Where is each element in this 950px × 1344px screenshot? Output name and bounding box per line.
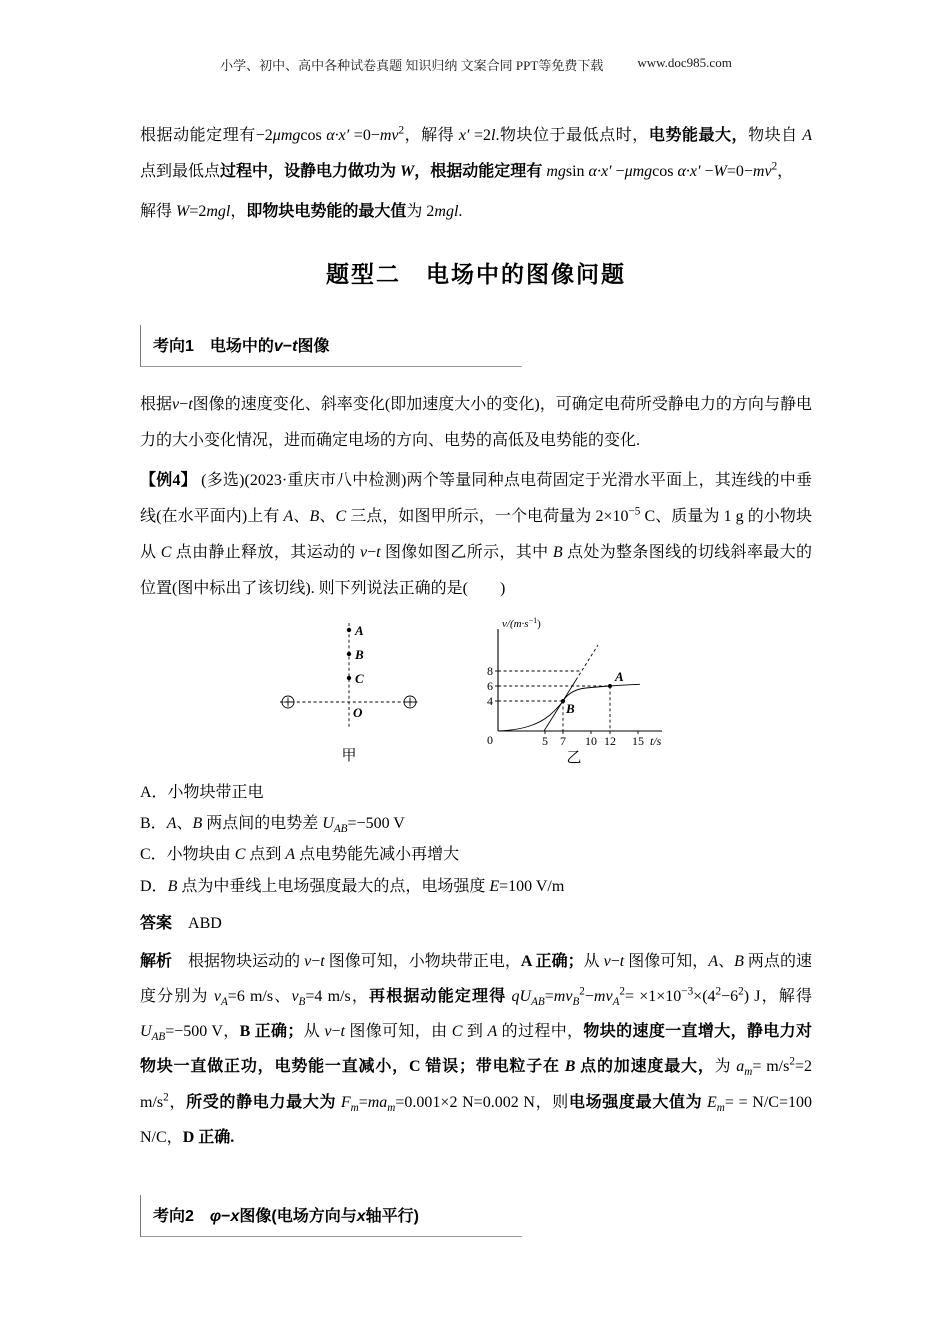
point-c-label: C (354, 671, 364, 686)
origin-label: O (352, 705, 362, 720)
point-c-dot (346, 676, 350, 680)
figure-yi-graph (464, 615, 679, 765)
x-tick-10: 10 (584, 734, 597, 748)
y-tick-8: 8 (486, 664, 493, 678)
header-promo-text: 小学、初中、高中各种试卷真题 知识归纳 文案合同 PPT等免费下载 (220, 58, 604, 73)
x-tick-15: 15 (631, 734, 644, 748)
option-d: D．B 点为中垂线上电场强度最大的点，电场强度 E=100 V/m (140, 877, 565, 895)
x-tick-12: 12 (603, 734, 616, 748)
origin-zero: 0 (486, 733, 493, 747)
kaoxiang-2-heading: 考向2 φ−x图像(电场方向与x轴平行) (153, 1207, 420, 1225)
graph-point-a-label: A (614, 669, 624, 684)
charge-left-icon (282, 696, 294, 708)
figure-jia-caption: 甲 (340, 748, 357, 764)
analysis-paragraph: 解析 根据物块运动的 v−t 图像可知，小物块带正电，A 正确；从 v−t 图像可知，A、B 两点的速度分别为 $v_A=6$ m/s、$v_B=4$ m/s，再根据动能定理得 $qU_{AB}=mv_B^2-mv_A^2= \times 1\times 10^{-3}\times(4^2-6^2)$ J，解得 $U_{AB}=-500$ V，B 正确；从 v−t 图像可知，由 C 到 A 的过程中，物块的速度一直增大，静电力对物块一直做正功，电势能一直减小，C 错误；带电粒子在 B 点的加速度最大，为 $a_m= m/s^2=2$ $m/s^2$，所受的静电力最大为 $F_m=ma_m=0.001\times 2$ N=0.002 N，则电场强度最大值为 $E_m= = N/C=100$ N/C，D 正确. (140, 952, 812, 1146)
site-header (140, 55, 812, 74)
topic-title: 题型二 电场中的图像问题 (326, 261, 626, 287)
point-a-dot (346, 628, 350, 632)
kaoxiang-1-intro: 根据v−t图像的速度变化、斜率变化(即加速度大小的变化)，可确定电荷所受静电力的方向与静电力的大小变化情况，进而确定电场的方向、电势的高低及电势能的变化. (140, 396, 812, 449)
option-a: A．小物块带正电 (140, 784, 264, 801)
graph-point-b-dot (561, 699, 565, 703)
solution-paragraph-1: 根据动能定理有−2μmgcos $\alpha\cdot x' =0-mv^2$，解得 x′ =2l.物块位于最低点时，电势能最大，物块自 A 点到最低点过程中，设静电力做功为 W，根据动能定理有 mgsin α·x′ −μmgcos $\alpha\cdot x' -W=0-mv^2$， (140, 124, 812, 180)
point-b-label: B (354, 647, 364, 662)
y-axis-label: $v/(m\cdot s^{-1})$ (501, 616, 541, 630)
point-b-dot (346, 652, 350, 656)
graph-point-b-label: B (565, 701, 575, 716)
figure-yi-caption: 乙 (565, 750, 582, 765)
kaoxiang-1-heading: 考向1 电场中的v−t图像 (153, 338, 330, 355)
solution-paragraph-2: 解得 W=2mgl，即物块电势能的最大值为 2mgl. (140, 203, 463, 220)
point-a-label: A (354, 623, 364, 638)
example-4-paragraph: 【例4】 (多选)(2023·重庆市八中检测)两个等量同种点电荷固定于光滑水平面上，其连线的中垂线(在水平面内)上有 A、B、C 三点，如图甲所示，一个电荷量为 $2\times 10^{-5}$ C、质量为 1 g 的小物块从 C 点由静止释放，其运动的 v−t 图像如图乙所示，其中 B 点处为整条图线的切线斜率最大的位置(图中标出了该切线). 则下列说法正确的是( ) (140, 472, 812, 597)
y-tick-6: 6 (486, 679, 493, 693)
x-axis-label: t/s (649, 734, 661, 748)
x-tick-7: 7 (559, 734, 566, 748)
header-site-url[interactable]: www.doc985.com (637, 55, 732, 70)
figure-row (140, 615, 812, 765)
graph-point-a-dot (608, 684, 612, 688)
option-c: C．小物块由 C 点到 A 点电势能先减小再增大 (140, 846, 460, 864)
option-b: B．A、B 两点间的电势差 $U_{AB}=-500$ V (140, 815, 405, 836)
answer-label: 答案 (140, 914, 173, 932)
tangent-line-extension (576, 645, 598, 680)
x-tick-5: 5 (541, 734, 548, 748)
charge-right-icon (404, 696, 416, 708)
answer-row (140, 908, 812, 940)
y-tick-4: 4 (486, 694, 493, 708)
answer-value: ABD (188, 914, 222, 932)
figure-jia-diagram (274, 618, 424, 765)
subsection-kaoxiang-1 (140, 325, 522, 367)
subsection-kaoxiang-2 (140, 1195, 522, 1237)
